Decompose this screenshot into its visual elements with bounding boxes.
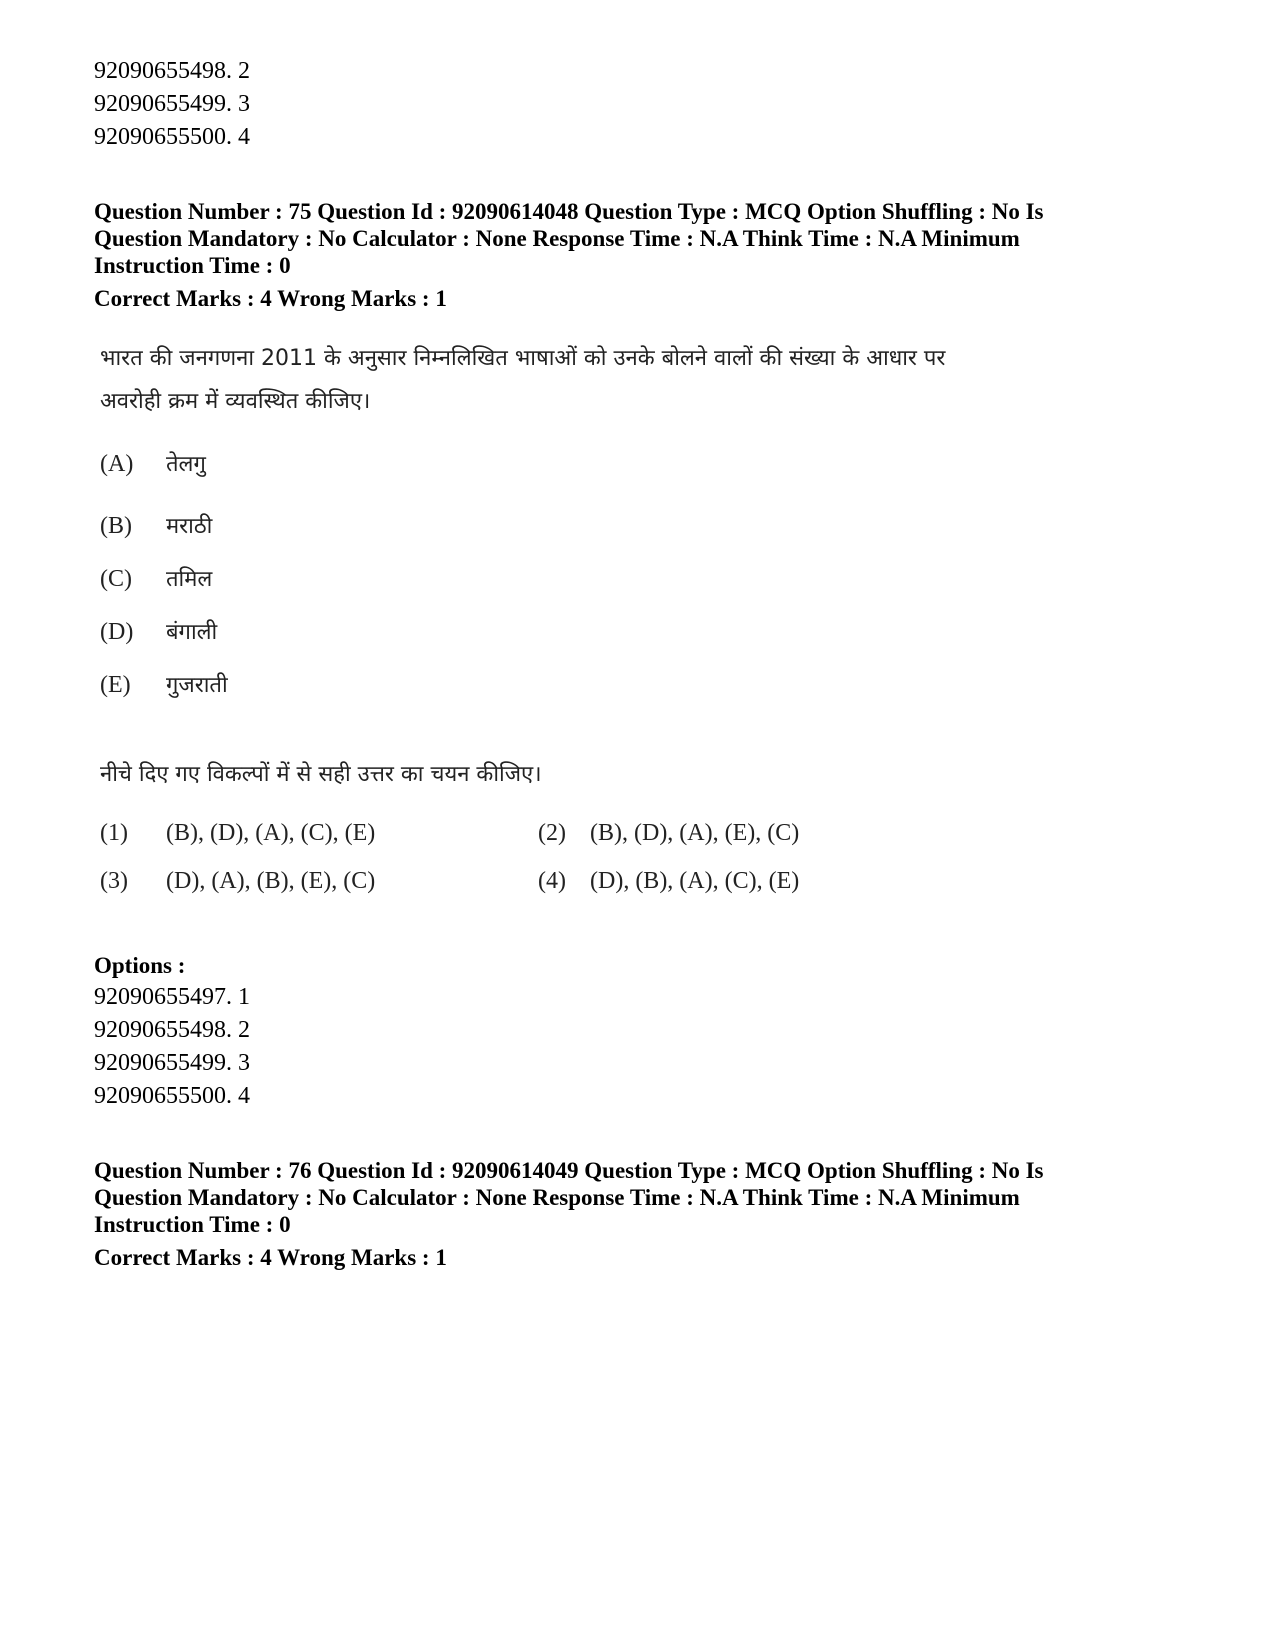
choice-number: (1) — [100, 820, 128, 846]
q75-question-line-1: भारत की जनगणना 2011 के अनुसार निम्नलिखित भाषाओं को उनके बोलने वालों की संख्या के आधार पर — [100, 346, 946, 371]
choice-text: (D), (B), (A), (C), (E) — [590, 868, 800, 894]
option-line: 92090655500. 4 — [94, 124, 250, 150]
q75-item — [100, 669, 228, 699]
q75-header-line-2: Question Mandatory : No Calculator : None Response Time : N.A Think Time : N.A Minimum — [94, 226, 1020, 251]
item-text: तेलगु — [166, 452, 206, 477]
option-line: 92090655500. 4 — [94, 1083, 250, 1109]
item-text: तमिल — [166, 567, 213, 592]
q76-header-line-2: Question Mandatory : No Calculator : None Response Time : N.A Think Time : N.A Minimum — [94, 1185, 1020, 1210]
q75-item — [100, 616, 217, 646]
option-line: 92090655498. 2 — [94, 1017, 250, 1043]
choice-number: (4) — [538, 868, 566, 894]
item-label: (A) — [100, 451, 134, 477]
q75-question-line-2: अवरोही क्रम में व्यवस्थित कीजिए। — [100, 389, 371, 414]
q75-item — [100, 563, 212, 593]
q76-header-line-1: Question Number : 76 Question Id : 92090614049 Question Type : MCQ Option Shuffling : No Is — [94, 1158, 1044, 1183]
option-line: 92090655499. 3 — [94, 1050, 250, 1076]
item-label: (B) — [100, 513, 132, 539]
item-label: (E) — [100, 672, 131, 698]
item-text: बंगाली — [166, 620, 218, 645]
item-text: गुजराती — [166, 673, 228, 698]
choice-number: (3) — [100, 868, 128, 894]
options-heading: Options : — [94, 953, 186, 978]
q75-header-line-3: Instruction Time : 0 — [94, 253, 291, 278]
q75-choice — [100, 820, 375, 847]
q75-marks: Correct Marks : 4 Wrong Marks : 1 — [94, 286, 447, 311]
option-line: 92090655499. 3 — [94, 91, 250, 117]
item-label: (C) — [100, 566, 132, 592]
item-text: मराठी — [166, 514, 213, 539]
item-label: (D) — [100, 619, 134, 645]
q75-choice — [538, 868, 799, 895]
q75-header-line-1: Question Number : 75 Question Id : 92090614048 Question Type : MCQ Option Shuffling : No Is — [94, 199, 1044, 224]
q75-instruction: नीचे दिए गए विकल्पों में से सही उत्तर का चयन कीजिए। — [100, 762, 542, 787]
choice-number: (2) — [538, 820, 566, 846]
choice-text: (B), (D), (A), (E), (C) — [590, 820, 800, 846]
q76-header-line-3: Instruction Time : 0 — [94, 1212, 291, 1237]
q75-choice — [100, 868, 375, 895]
option-line: 92090655497. 1 — [94, 984, 250, 1010]
q76-marks: Correct Marks : 4 Wrong Marks : 1 — [94, 1245, 447, 1270]
q75-item — [100, 510, 212, 540]
choice-text: (B), (D), (A), (C), (E) — [166, 820, 376, 846]
q75-choice — [538, 820, 799, 847]
choice-text: (D), (A), (B), (E), (C) — [166, 868, 376, 894]
option-line: 92090655498. 2 — [94, 58, 250, 84]
q75-item — [100, 448, 206, 478]
